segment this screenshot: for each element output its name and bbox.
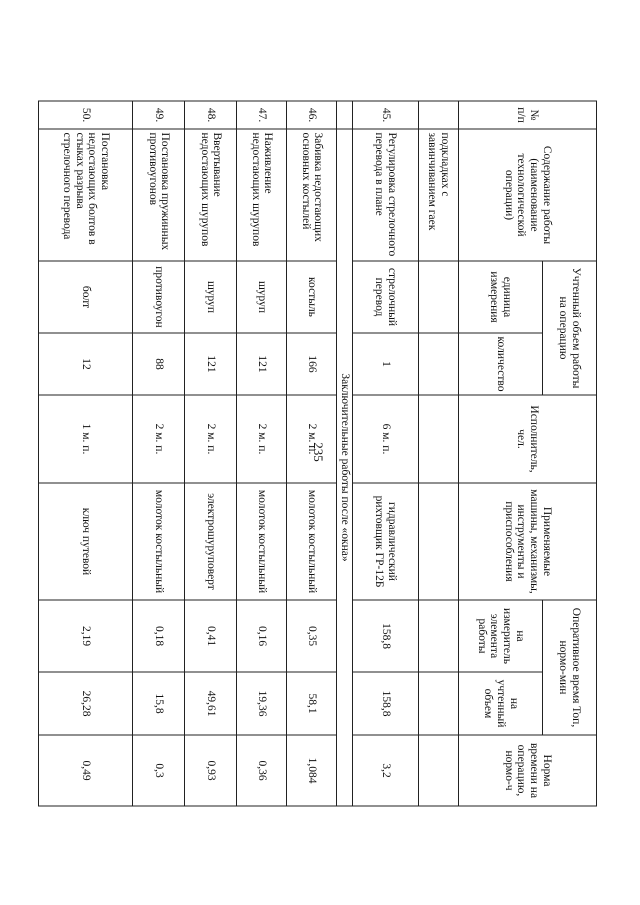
- table-row: [287, 101, 337, 806]
- cell-unit: болт: [39, 261, 133, 333]
- cell-machines: молоток костыльный: [287, 483, 337, 600]
- header-executor: Исполнитель, чел.: [459, 395, 597, 483]
- table-row: [185, 101, 237, 806]
- table-body: [39, 101, 459, 806]
- cell-executor: 2 м. п.: [287, 395, 337, 483]
- cell-content: Постановка недостающих болтов в стыках разрыва стрелочного перевода: [39, 129, 133, 261]
- cell-unit: костыль: [287, 261, 337, 333]
- cell-per-unit: 0,35: [287, 600, 337, 672]
- cell-machines: молоток костыльный: [133, 483, 185, 600]
- cell-norm: 0,3: [133, 735, 185, 806]
- cell-unit: стрелочный перевод: [353, 261, 419, 333]
- cell-norm: 0,93: [185, 735, 237, 806]
- cell-machines: гидравлический рихтовщик ГР-12Б: [353, 483, 419, 600]
- header-content: Содержание работы (наименование технологической операции): [459, 129, 597, 261]
- header-machines: Применяемые машины, механизмы, инструменты и приспособления: [459, 483, 597, 600]
- cell-per-unit: 2,19: [39, 600, 133, 672]
- table-row: [133, 101, 185, 806]
- cell-quantity: 121: [185, 333, 237, 395]
- cell-quantity: 88: [133, 333, 185, 395]
- cell-unit: противоугон: [133, 261, 185, 333]
- cell-unit: шуруп: [185, 261, 237, 333]
- cell-executor: 2 м. п.: [185, 395, 237, 483]
- cell-quantity: 12: [39, 333, 133, 395]
- cell-quantity: 1: [353, 333, 419, 395]
- header-unit: единица измерения: [459, 261, 543, 333]
- cell-per-volume: [419, 672, 459, 735]
- cell-norm: [419, 735, 459, 806]
- cell-unit: шуруп: [237, 261, 287, 333]
- cell-machines: [419, 483, 459, 600]
- norms-table: [38, 100, 597, 806]
- cell-executor: 2 м. п.: [133, 395, 185, 483]
- cell-content: Постановка пружинных противоугонов: [133, 129, 185, 261]
- cell-per-unit: [419, 600, 459, 672]
- cell-machines: электрошуруповерт: [185, 483, 237, 600]
- cell-machines: молоток костыльный: [237, 483, 287, 600]
- cell-num: 49.: [133, 101, 185, 129]
- cell-num: 48.: [185, 101, 237, 129]
- cell-per-volume: 158,8: [353, 672, 419, 735]
- cell-unit: [419, 261, 459, 333]
- cell-quantity: 121: [237, 333, 287, 395]
- cell-num: 47.: [237, 101, 287, 129]
- cell-per-unit: 0,18: [133, 600, 185, 672]
- section-title: Заключительные работы после «окна»: [337, 129, 353, 806]
- cell-quantity: 166: [287, 333, 337, 395]
- cell-per-unit: 158,8: [353, 600, 419, 672]
- cell-per-volume: 26,28: [39, 672, 133, 735]
- cell-content: Регулировка стрелочного перевода в плане: [353, 129, 419, 261]
- continuation-row: [419, 101, 459, 806]
- cell-per-volume: 49,61: [185, 672, 237, 735]
- section-row: [337, 101, 353, 806]
- table-row: [353, 101, 419, 806]
- cell-num: 50.: [39, 101, 133, 129]
- cell-per-unit: 0,16: [237, 600, 287, 672]
- header-quantity: количество: [459, 333, 543, 395]
- rotated-table-frame: [43, 100, 597, 805]
- cell-per-volume: 58,1: [287, 672, 337, 735]
- cell-num: 46.: [287, 101, 337, 129]
- header-num: № п/п: [459, 101, 597, 129]
- cell-num: 45.: [353, 101, 419, 129]
- cell-executor: 1 м. п.: [39, 395, 133, 483]
- cell-machines: ключ путевой: [39, 483, 133, 600]
- cell-executor: [419, 395, 459, 483]
- cell-per-unit: 0,41: [185, 600, 237, 672]
- cell-content: Забивка недостающих основных костылей: [287, 129, 337, 261]
- cell-norm: 0,36: [237, 735, 287, 806]
- cell-per-volume: 19,36: [237, 672, 287, 735]
- header-per-unit: на измеритель элемента работы: [459, 600, 543, 672]
- cell-per-volume: 15,8: [133, 672, 185, 735]
- cell-executor: 6 м. п.: [353, 395, 419, 483]
- header-volume: Учтенный объем работы на операцию: [543, 261, 597, 395]
- section-spacer: [337, 101, 353, 129]
- header-per-volume: на учтенный объем: [459, 672, 543, 735]
- cell-quantity: [419, 333, 459, 395]
- cell-content: Ввертывание недостающих шурупов: [185, 129, 237, 261]
- page-number: 235: [311, 442, 326, 462]
- cell-executor: 2 м. п.: [237, 395, 287, 483]
- cell-norm: 0,49: [39, 735, 133, 806]
- table-header: [459, 101, 597, 806]
- cell-num: [419, 101, 459, 129]
- cell-norm: 1,084: [287, 735, 337, 806]
- cell-content: подкладках с завинчиванием гаек: [419, 129, 459, 261]
- header-norm: Норма времени на операцию, нормо-ч: [459, 735, 597, 806]
- cell-norm: 3,2: [353, 735, 419, 806]
- header-op-time: Оперативное время Топ, нормо-мин: [543, 600, 597, 735]
- table-row: [39, 101, 133, 806]
- cell-content: Наживление недостающих шурупов: [237, 129, 287, 261]
- table-row: [237, 101, 287, 806]
